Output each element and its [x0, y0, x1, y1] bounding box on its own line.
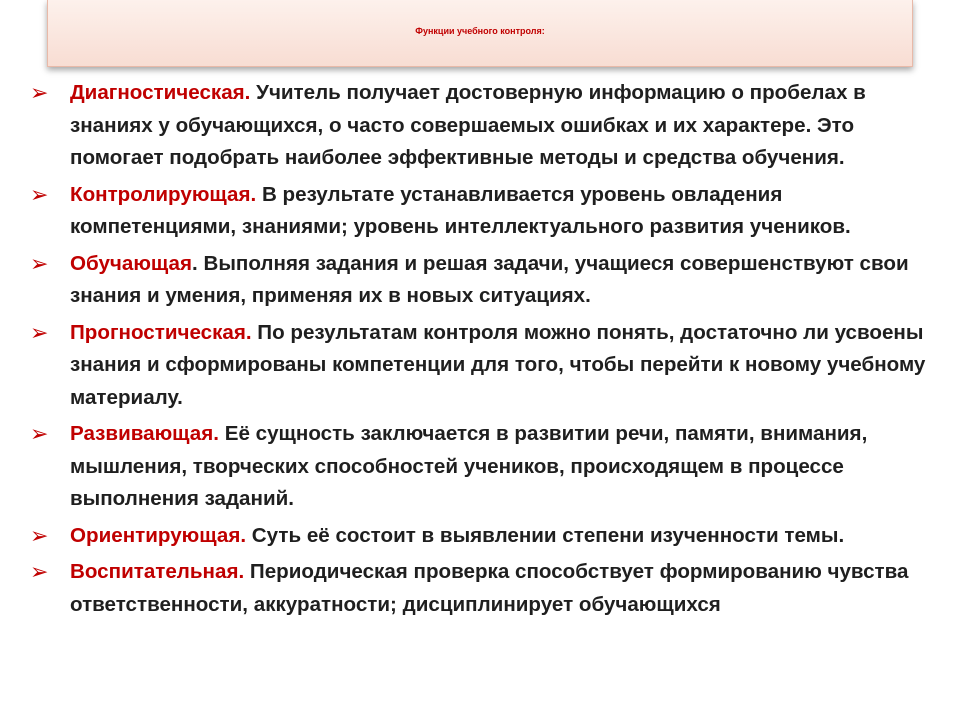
- arrow-bullet-icon: ➢: [30, 251, 49, 277]
- item-text: Учитель получает достоверную информацию о пробелах в знаниях у обучающихся, о часто совершаемых ошибках и их характере. Это помогает подобрать наиболее эффективные методы и средства обучения.: [70, 81, 866, 169]
- arrow-bullet-icon: ➢: [30, 422, 49, 447]
- arrow-bullet-icon: ➢: [30, 81, 49, 106]
- item-term: Контролирующая.: [70, 182, 257, 206]
- item-text: Её сущность заключается в развитии речи, памяти, внимания, мышления, творческих способностей учеников, происходящем в процессе выполнения заданий.: [70, 422, 868, 510]
- list-item-diagnostic: [30, 77, 950, 175]
- item-term: Ориентирующая.: [70, 523, 247, 547]
- list-item-orienting: [30, 520, 950, 553]
- list-item-teaching: [30, 248, 950, 313]
- item-term: Развивающая.: [70, 422, 219, 445]
- item-term: Прогностическая.: [70, 320, 252, 344]
- item-term: Обучающая: [70, 251, 193, 275]
- arrow-bullet-icon: ➢: [30, 320, 49, 346]
- item-text: В результате устанавливается уровень овладения компетенциями, знаниями; уровень интеллектуального развития учеников.: [70, 182, 851, 238]
- function-list: [30, 77, 950, 625]
- slide-title: Функции учебного контроля:: [415, 26, 545, 36]
- list-item-developing: [30, 418, 950, 516]
- list-item-prognostic: [30, 317, 950, 415]
- arrow-bullet-icon: ➢: [30, 523, 49, 549]
- item-text: . Выполняя задания и решая задачи, учащиеся совершенствуют свои знания и умения, применяя их в новых ситуациях.: [70, 251, 909, 307]
- list-item-educational: [30, 556, 950, 621]
- item-text: Периодическая проверка способствует формированию чувства ответственности, аккуратности; дисциплинирует обучающихся: [70, 560, 909, 616]
- item-term: Воспитательная.: [70, 560, 245, 583]
- item-text: Суть её состоит в выявлении степени изученности темы.: [246, 523, 845, 547]
- title-box: [47, 0, 913, 67]
- arrow-bullet-icon: ➢: [30, 182, 49, 208]
- list-item-controlling: [30, 179, 950, 244]
- arrow-bullet-icon: ➢: [30, 560, 49, 585]
- item-term: Диагностическая.: [70, 81, 251, 104]
- item-text: По результатам контроля можно понять, достаточно ли усвоены знания и сформированы компетенции для того, чтобы перейти к новому учебному материалу.: [70, 320, 926, 409]
